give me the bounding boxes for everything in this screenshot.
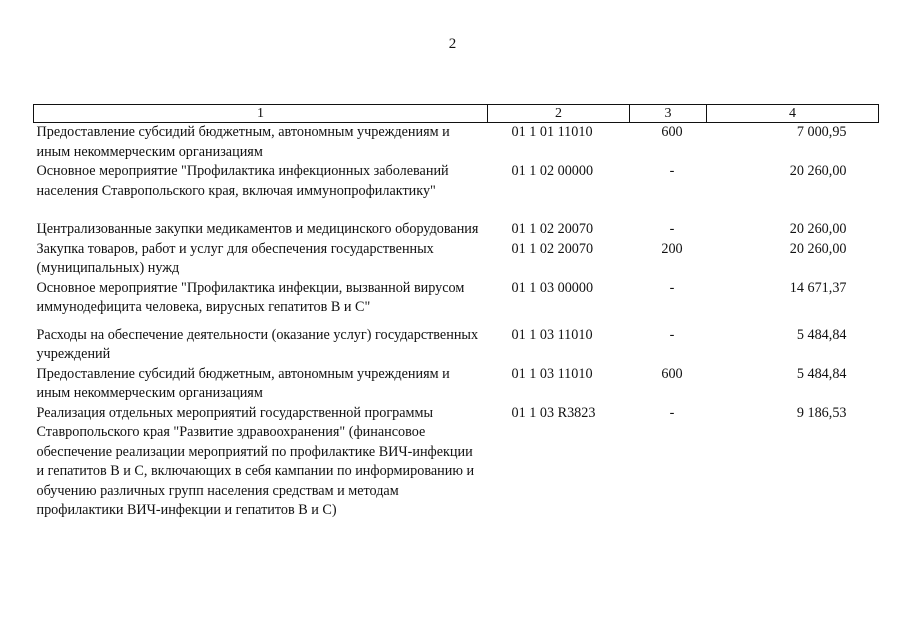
row-name: Основное мероприятие "Профилактика инфекции, вызванной вирусом иммунодефицита человека, вирусных гепатитов В и С" — [36, 279, 465, 315]
table-row — [34, 326, 879, 365]
row-amount: 20 260,00 — [789, 163, 847, 179]
row-type: 200 — [661, 240, 683, 257]
row-name: Предоставление субсидий бюджетным, автономным учреждениям и иным некоммерческим организациям — [36, 124, 450, 160]
row-amount: 20 260,00 — [789, 221, 847, 237]
row-type: - — [669, 221, 675, 237]
budget-table — [33, 104, 879, 521]
row-amount: 14 671,37 — [789, 279, 847, 296]
row-code: 01 1 02 00000 — [511, 163, 594, 179]
row-amount: 5 484,84 — [796, 365, 847, 382]
row-amount: 7 000,95 — [796, 124, 847, 140]
table-row — [34, 404, 879, 521]
table-row — [34, 220, 879, 240]
row-name: Закупка товаров, работ и услуг для обеспечения государственных (муниципальных) нужд — [36, 240, 434, 276]
row-amount: 20 260,00 — [789, 240, 847, 257]
row-type: - — [669, 326, 675, 343]
row-code: 01 1 02 20070 — [511, 221, 594, 237]
column-header-type: 3 — [630, 105, 707, 123]
table-header-row — [34, 105, 879, 123]
row-code: 01 1 03 11010 — [511, 365, 593, 382]
row-code: 01 1 01 11010 — [511, 124, 593, 140]
page-number: 2 — [448, 36, 457, 52]
column-header-name: 1 — [34, 105, 488, 123]
table-row — [34, 162, 879, 220]
row-type: - — [669, 279, 675, 296]
row-code: 01 1 03 R3823 — [511, 404, 596, 421]
row-name: Основное мероприятие "Профилактика инфекционных заболеваний населения Ставропольского края, включая иммунопрофилактику" — [36, 163, 449, 199]
row-name: Централизованные закупки медикаментов и медицинского оборудования — [36, 221, 479, 237]
row-code: 01 1 03 00000 — [511, 279, 594, 296]
row-name: Реализация отдельных мероприятий государственной программы Ставропольского края "Развитие здравоохранения" (финансовое обеспечение реализации мероприятий по профилактике ВИЧ-инфекции и гепатитов В и С, включающих в себя кампании по информированию и обучению различных групп населения средствам и методам профилактики ВИЧ-инфекции и гепатитов В и С) — [36, 404, 475, 518]
row-amount: 9 186,53 — [796, 404, 847, 421]
table-row — [34, 279, 879, 326]
row-code: 01 1 02 20070 — [511, 240, 594, 257]
row-amount: 5 484,84 — [796, 326, 847, 343]
table-row — [34, 123, 879, 163]
row-type: 600 — [661, 124, 683, 140]
row-type: 600 — [661, 365, 683, 382]
row-type: - — [669, 404, 675, 421]
table-row — [34, 240, 879, 279]
row-code: 01 1 03 11010 — [511, 326, 593, 343]
row-name: Расходы на обеспечение деятельности (оказание услуг) государственных учреждений — [36, 326, 479, 362]
column-header-amount: 4 — [707, 105, 879, 123]
table-row — [34, 365, 879, 404]
row-name: Предоставление субсидий бюджетным, автономным учреждениям и иным некоммерческим организациям — [36, 365, 450, 401]
row-type: - — [669, 163, 675, 179]
column-header-code: 2 — [488, 105, 630, 123]
